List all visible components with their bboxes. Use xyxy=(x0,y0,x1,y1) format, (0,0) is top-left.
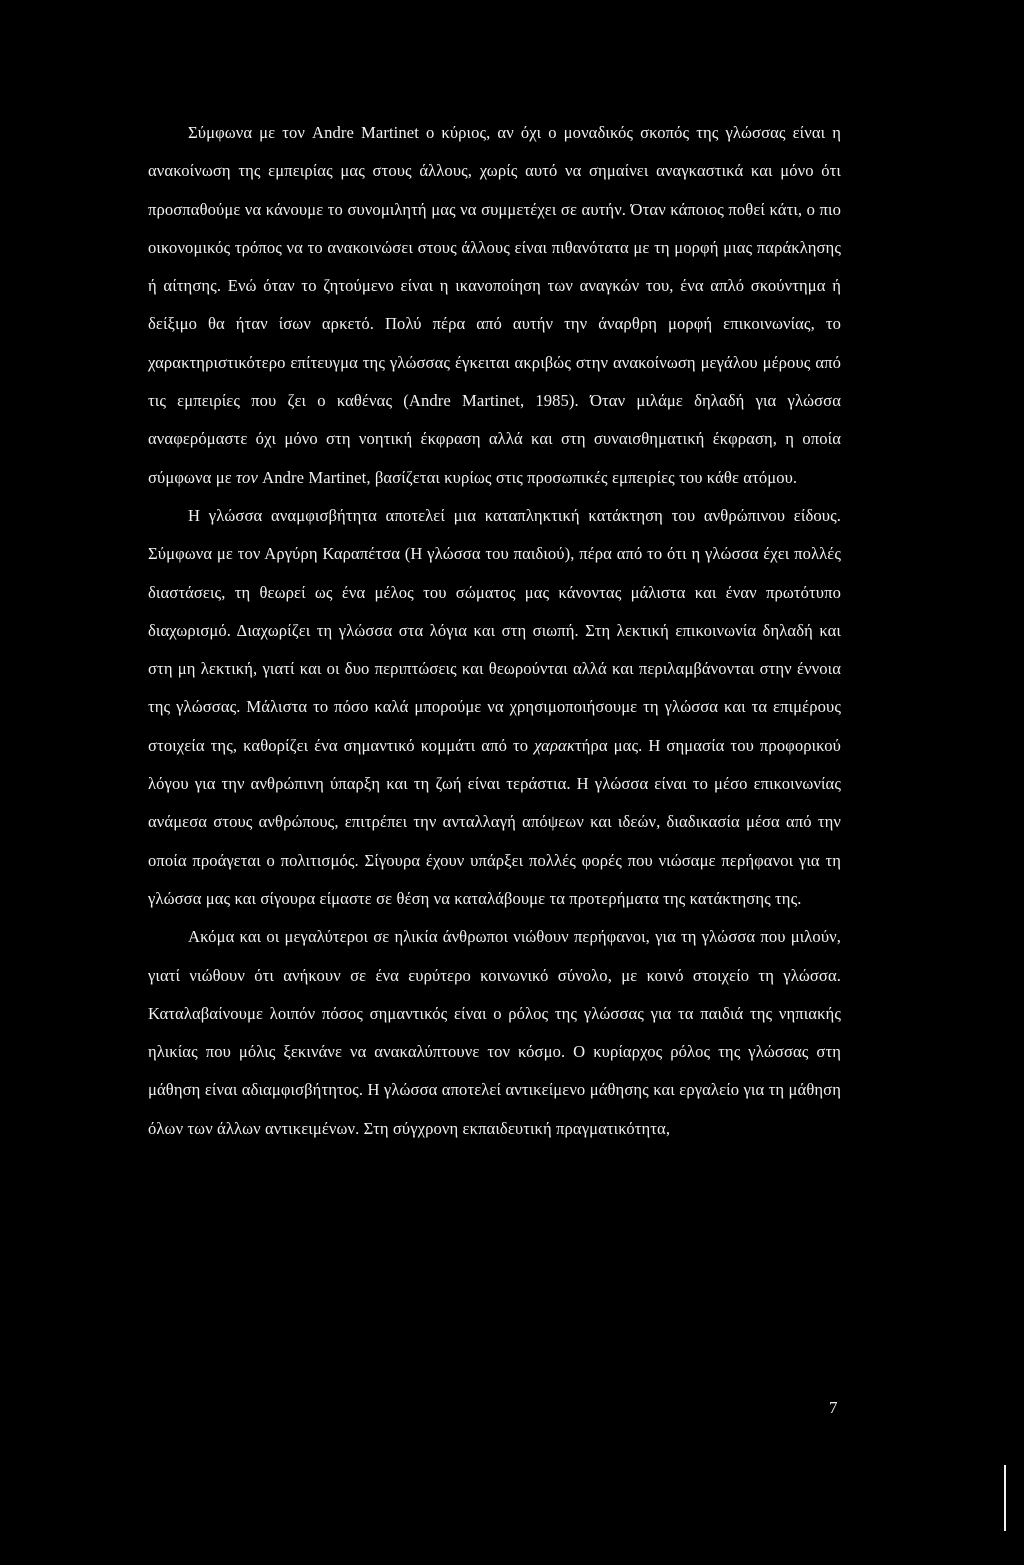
paragraph-1-text-b: Andre Martinet, βασίζεται κυρίως στις προσωπικές εμπειρίες του κάθε ατόμου. xyxy=(257,467,798,487)
paragraph-3-text: Ακόμα και οι μεγαλύτεροι σε ηλικία άνθρωποι νιώθουν περήφανοι, για τη γλώσσα που μιλούν, γιατί νιώθουν ότι ανήκουν σε ένα ευρύτερο κοινωνικό σύνολο, με κοινό στοιχείο τη γλώσσα. Καταλαβαίνουμε λοιπόν πόσος σημαντικός είναι ο ρόλος της γλώσσας για τα παιδιά της νηπιακής ηλικίας που μόλις ξεκινάνε να ανακαλύπτουνε τον κόσμο. Ο κυρίαρχος ρόλος της γλώσσας στη μάθηση είναι αδιαμφισβήτητος. Η γλώσσα αποτελεί αντικείμενο μάθησης και εργαλείο για τη μάθηση όλων των άλλων αντικειμένων. Στη σύγχρονη εκπαιδευτική πραγματικότητα, xyxy=(148,927,841,1138)
paragraph-2-text-b: τήρα μας. Η σημασία του προφορικού λόγου για την ανθρώπινη ύπαρξη και τη ζωή είναι τεράστια. Η γλώσσα είναι το μέσο επικοινωνίας ανάμεσα στους ανθρώπους, επιτρέπει την ανταλλαγή απόψεων και ιδεών, διαδικασία μέσα από την οποία προάγεται ο πολιτισμός. Σίγουρα έχουν υπάρξει πολλές φορές που νιώσαμε περήφανοι για τη γλώσσα μας και σίγουρα είμαστε σε θέση να καταλάβουμε τα προτερήματα της κατάκτησης της. xyxy=(148,735,841,908)
paragraph-3 xyxy=(148,918,841,1148)
scan-edge-mark xyxy=(1004,1465,1006,1531)
italic-fragment-charak: χαρακ xyxy=(534,735,575,755)
body-text xyxy=(148,114,841,1148)
page-number: 7 xyxy=(829,1398,838,1417)
paragraph-2 xyxy=(148,497,841,918)
italic-word-ton: τον xyxy=(236,467,258,487)
paragraph-1-text-a: Σύμφωνα με τον Andre Martinet ο κύριος, αν όχι ο μοναδικός σκοπός της γλώσσας είναι η ανακοίνωση της εμπειρίας μας στους άλλους, χωρίς αυτό να σημαίνει αναγκαστικά και μόνο ότι προσπαθούμε να κάνουμε το συνομιλητή μας να συμμετέχει σε αυτήν. Όταν κάποιος ποθεί κάτι, ο πιο οικονομικός τρόπος να το ανακοινώσει στους άλλους είναι πιθανότατα με τη μορφή μιας παράκλησης ή αίτησης. Ενώ όταν το ζητούμενο είναι η ικανοποίηση των αναγκών του, ένα απλό σκούντημα ή δείξιμο θα ήταν ίσων αρκετό. Πολύ πέρα από αυτήν την άναρθρη μορφή επικοινωνίας, το χαρακτηριστικότερο επίτευγμα της γλώσσας έγκειται ακριβώς στην ανακοίνωση μεγάλου μέρους από τις εμπειρίες που ζει ο καθένας (Andre Martinet, 1985). Όταν μιλάμε δηλαδή για γλώσσα αναφερόμαστε όχι μόνο στη νοητική έκφραση αλλά και στη συναισθηματική έκφραση, η οποία σύμφωνα με xyxy=(148,123,841,487)
paragraph-2-text-a: Η γλώσσα αναμφισβήτητα αποτελεί μια καταπληκτική κατάκτηση του ανθρώπινου είδους. Σύμφωνα με τον Αργύρη Καραπέτσα (Η γλώσσα του παιδιού), πέρα από το ότι η γλώσσα έχει πολλές διαστάσεις, τη θεωρεί ως ένα μέλος του σώματος μας κάνοντας μάλιστα και έναν πρωτότυπο διαχωρισμό. Διαχωρίζει τη γλώσσα στα λόγια και στη σιωπή. Στη λεκτική επικοινωνία δηλαδή και στη μη λεκτική, γιατί και οι δυο περιπτώσεις και θεωρούνται αλλά και περιλαμβάνονται στην έννοια της γλώσσας. Μάλιστα το πόσο καλά μπορούμε να χρησιμοποιήσουμε τη γλώσσα και τα επιμέρους στοιχεία της, καθορίζει ένα σημαντικό κομμάτι από το xyxy=(148,505,841,755)
paragraph-1 xyxy=(148,114,841,497)
